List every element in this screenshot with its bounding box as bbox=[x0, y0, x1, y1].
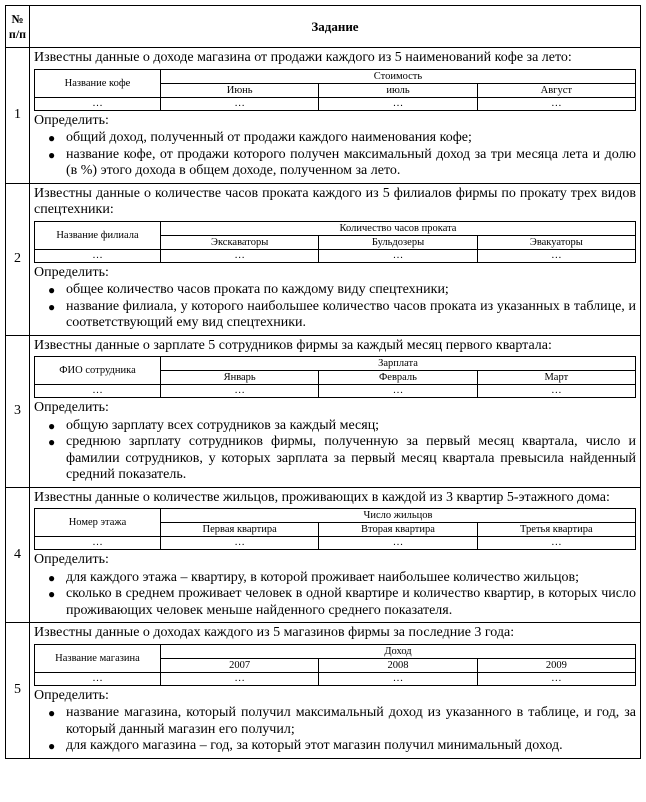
data-table-header-row bbox=[35, 644, 636, 658]
requirement-text: общее количество часов проката по каждому виду спецтехники; bbox=[66, 282, 449, 297]
task-content bbox=[30, 48, 641, 184]
group-header-cell: Доход bbox=[161, 644, 636, 658]
group-header-cell: Количество часов проката bbox=[161, 221, 636, 235]
requirement-item bbox=[34, 434, 636, 484]
data-table-header-row bbox=[35, 509, 636, 523]
placeholder-cell: … bbox=[161, 249, 319, 262]
bullet-icon: ● bbox=[48, 706, 56, 720]
column-header-cell: Август bbox=[477, 83, 635, 97]
data-table bbox=[34, 356, 636, 398]
placeholder-cell: … bbox=[319, 249, 477, 262]
data-table bbox=[34, 69, 636, 111]
task-number: 1 bbox=[6, 48, 30, 184]
determine-label: Определить: bbox=[34, 687, 109, 703]
placeholder-cell: … bbox=[319, 97, 477, 110]
task-number: 2 bbox=[6, 183, 30, 335]
determine-label: Определить: bbox=[34, 400, 109, 415]
column-header-cell: 2008 bbox=[319, 658, 477, 672]
bullet-icon: ● bbox=[48, 299, 56, 314]
requirement-text: общую зарплату всех сотрудников за каждый месяц; bbox=[66, 417, 380, 433]
group-header-cell: Число жильцов bbox=[161, 509, 636, 523]
task-content bbox=[30, 623, 641, 759]
requirement-item bbox=[34, 299, 636, 332]
data-table-header-row bbox=[35, 69, 636, 83]
column-header-cell: Экскаваторы bbox=[161, 235, 319, 249]
task-content bbox=[30, 487, 641, 623]
requirements-list bbox=[34, 570, 636, 620]
requirement-item bbox=[34, 418, 636, 435]
column-header-cell: Июнь bbox=[161, 83, 319, 97]
placeholder-cell: … bbox=[319, 672, 477, 685]
requirement-text: общий доход, полученный от продажи каждого наименования кофе; bbox=[66, 130, 472, 145]
requirement-item bbox=[34, 130, 636, 147]
bullet-icon: ● bbox=[48, 435, 56, 449]
bullet-icon: ● bbox=[48, 418, 56, 433]
group-header-cell: Зарплата bbox=[161, 357, 636, 371]
determine-label: Определить: bbox=[34, 264, 109, 280]
data-table-placeholder-row bbox=[35, 97, 636, 110]
row-header-cell: Название филиала bbox=[35, 221, 161, 249]
header-row bbox=[6, 6, 641, 48]
requirement-item bbox=[34, 147, 636, 180]
tasks-table bbox=[5, 5, 641, 759]
data-table-header-row bbox=[35, 357, 636, 371]
requirement-text: сколько в среднем проживает человек в одной квартире и количество квартир, в которых число проживающих человек меньше найденного среднего показателя. bbox=[66, 586, 636, 618]
task-row bbox=[6, 623, 641, 759]
requirements-list bbox=[34, 282, 636, 332]
column-header-cell: Январь bbox=[161, 371, 319, 385]
placeholder-cell: … bbox=[35, 537, 161, 550]
task-intro: Известны данные о количестве часов проката каждого из 5 филиалов фирмы по прокату трех видов спецтехники: bbox=[34, 185, 636, 217]
requirement-text: название магазина, который получил максимальный доход из указанного в таблице, и год, за который данный магазин его получил; bbox=[66, 705, 636, 737]
bullet-icon: ● bbox=[48, 739, 56, 753]
requirement-item bbox=[34, 282, 636, 299]
bullet-icon: ● bbox=[48, 131, 56, 145]
requirements-list bbox=[34, 705, 636, 755]
requirement-text: для каждого этажа – квартиру, в которой проживает наибольшее количество жильцов; bbox=[66, 569, 580, 585]
task-sheet bbox=[5, 5, 641, 759]
bullet-icon: ● bbox=[48, 147, 56, 162]
task-content bbox=[30, 183, 641, 335]
tasks-body bbox=[6, 48, 641, 759]
task-row bbox=[6, 183, 641, 335]
column-header-cell: Март bbox=[477, 371, 635, 385]
requirement-item bbox=[34, 738, 636, 755]
column-header-cell: Первая квартира bbox=[161, 523, 319, 537]
task-content bbox=[30, 335, 641, 487]
requirement-item bbox=[34, 586, 636, 619]
requirement-text: название кофе, от продажи которого получен максимальный доход за три месяца лета и долю (в %) этого дохода в общем доходе, полученном за лето. bbox=[66, 146, 636, 178]
placeholder-cell: … bbox=[319, 537, 477, 550]
task-number: 5 bbox=[6, 623, 30, 759]
column-header-cell: Бульдозеры bbox=[319, 235, 477, 249]
task-intro: Известны данные о количестве жильцов, проживающих в каждой из 3 квартир 5-этажного дома: bbox=[34, 489, 610, 505]
placeholder-cell: … bbox=[161, 97, 319, 110]
requirement-item bbox=[34, 705, 636, 738]
data-table bbox=[34, 221, 636, 263]
placeholder-cell: … bbox=[161, 385, 319, 398]
placeholder-cell: … bbox=[35, 672, 161, 685]
column-header-cell: Февраль bbox=[319, 371, 477, 385]
task-column-header: Задание bbox=[30, 6, 641, 48]
row-header-cell: Название кофе bbox=[35, 69, 161, 97]
task-row bbox=[6, 48, 641, 184]
data-table-placeholder-row bbox=[35, 672, 636, 685]
placeholder-cell: … bbox=[319, 385, 477, 398]
placeholder-cell: … bbox=[477, 672, 635, 685]
data-table-header-row bbox=[35, 221, 636, 235]
placeholder-cell: … bbox=[161, 672, 319, 685]
task-intro: Известны данные о зарплате 5 сотрудников фирмы за каждый месяц первого квартала: bbox=[34, 337, 552, 353]
task-number: 4 bbox=[6, 487, 30, 623]
requirement-text: среднюю зарплату сотрудников фирмы, полученную за первый месяц квартала, число и фамилии сотрудников, у которых зарплата за первый месяц квартала превысила найденный средний показатель. bbox=[66, 434, 636, 482]
requirements-list bbox=[34, 130, 636, 180]
group-header-cell: Стоимость bbox=[161, 69, 636, 83]
column-header-cell: июль bbox=[319, 83, 477, 97]
data-table-placeholder-row bbox=[35, 249, 636, 262]
placeholder-cell: … bbox=[477, 249, 635, 262]
determine-label: Определить: bbox=[34, 552, 109, 567]
task-intro: Известны данные о доходах каждого из 5 магазинов фирмы за последние 3 года: bbox=[34, 625, 515, 640]
column-header-cell: Третья квартира bbox=[477, 523, 635, 537]
requirement-item bbox=[34, 570, 636, 587]
placeholder-cell: … bbox=[477, 97, 635, 110]
placeholder-cell: … bbox=[477, 385, 635, 398]
column-header-cell: 2007 bbox=[161, 658, 319, 672]
bullet-icon: ● bbox=[48, 283, 56, 297]
row-header-cell: ФИО сотрудника bbox=[35, 357, 161, 385]
number-column-header: № п/п bbox=[6, 6, 30, 48]
determine-label: Определить: bbox=[34, 112, 109, 128]
requirements-list bbox=[34, 418, 636, 484]
placeholder-cell: … bbox=[477, 537, 635, 550]
data-table-placeholder-row bbox=[35, 537, 636, 550]
row-header-cell: Название магазина bbox=[35, 644, 161, 672]
column-header-cell: 2009 bbox=[477, 658, 635, 672]
task-row bbox=[6, 335, 641, 487]
bullet-icon: ● bbox=[48, 570, 56, 585]
bullet-icon: ● bbox=[48, 587, 56, 601]
data-table bbox=[34, 508, 636, 550]
placeholder-cell: … bbox=[35, 385, 161, 398]
row-header-cell: Номер этажа bbox=[35, 509, 161, 537]
column-header-cell: Эвакуаторы bbox=[477, 235, 635, 249]
placeholder-cell: … bbox=[161, 537, 319, 550]
task-number: 3 bbox=[6, 335, 30, 487]
placeholder-cell: … bbox=[35, 97, 161, 110]
requirement-text: для каждого магазина – год, за который этот магазин получил минимальный доход. bbox=[66, 738, 563, 753]
data-table bbox=[34, 644, 636, 686]
task-row bbox=[6, 487, 641, 623]
task-intro: Известны данные о доходе магазина от продажи каждого из 5 наименований кофе за лето: bbox=[34, 50, 572, 65]
column-header-cell: Вторая квартира bbox=[319, 523, 477, 537]
placeholder-cell: … bbox=[35, 249, 161, 262]
requirement-text: название филиала, у которого наибольшее количество часов проката из указанных в таблице, и соответствующий ему вид спецтехники. bbox=[66, 298, 636, 330]
data-table-placeholder-row bbox=[35, 385, 636, 398]
